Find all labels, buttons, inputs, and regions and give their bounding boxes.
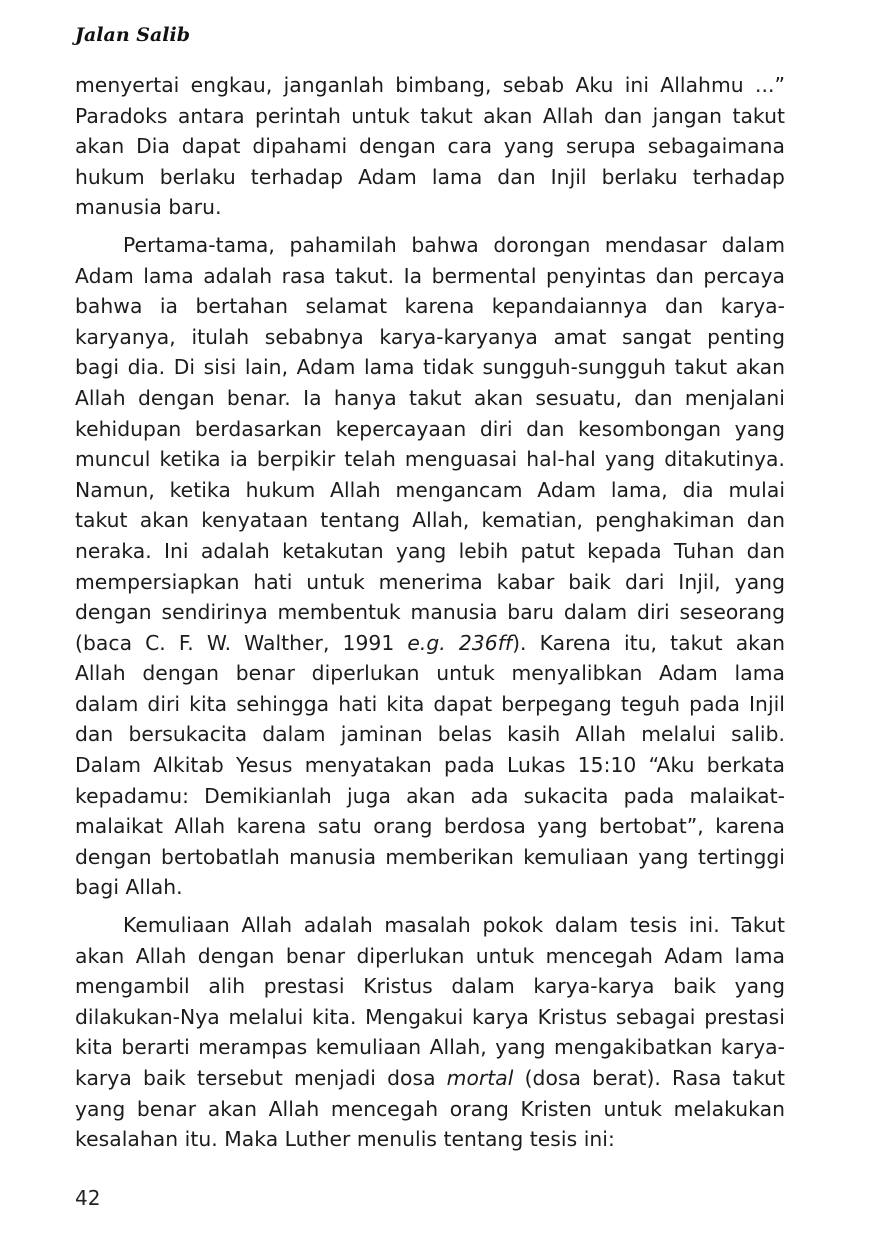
mortal-text-after: (dosa berat). Rasa takut [513, 1066, 785, 1090]
running-head-title: Jalan Salib [75, 24, 191, 46]
citation-line [75, 628, 785, 659]
text-line: bagi dia. Di sisi lain, Adam lama tidak sungguh-sungguh takut akan [75, 355, 785, 380]
mortal-line [75, 1063, 785, 1094]
text-line: muncul ketika ia berpikir telah menguasai hal-hal yang ditakutinya. [75, 447, 785, 472]
text-line: dan bersukacita dalam jaminan belas kasih Allah melalui salib. [75, 722, 785, 747]
text-line: dilakukan-Nya melalui kita. Mengakui karya Kristus sebagai prestasi [75, 1004, 785, 1029]
text-line: bahwa ia bertahan selamat karena kepandaiannya dan karya- [75, 294, 785, 319]
text-line: hukum berlaku terhadap Adam lama dan Injil berlaku terhadap [75, 164, 785, 189]
paragraph-1 [75, 70, 785, 223]
body-text [75, 70, 785, 1155]
text-line: Kemuliaan Allah adalah masalah pokok dalam tesis ini. Takut [123, 913, 785, 938]
text-line: mengambil alih prestasi Kristus dalam karya-karya baik yang [75, 974, 785, 999]
text-line: Allah dengan benar diperlukan untuk menyalibkan Adam lama [75, 661, 785, 686]
text-line: kehidupan berdasarkan kepercayaan diri dan kesombongan yang [75, 416, 785, 441]
text-line: akan Dia dapat dipahami dengan cara yang serupa sebagaimana [75, 134, 785, 159]
text-line: akan Allah dengan benar diperlukan untuk mencegah Adam lama [75, 943, 785, 968]
text-line: Dalam Alkitab Yesus menyatakan pada Lukas 15:10 “Aku berkata [75, 753, 785, 778]
text-line: Paradoks antara perintah untuk takut akan Allah dan jangan takut [75, 103, 785, 128]
page-number: 42 [75, 1186, 101, 1210]
text-line: dalam diri kita sehingga hati kita dapat berpegang teguh pada Injil [75, 691, 785, 716]
mortal-text-before: karya baik tersebut menjadi dosa [75, 1066, 447, 1090]
citation-text-after: ). Karena itu, takut akan [512, 630, 786, 655]
text-line: Adam lama adalah rasa takut. Ia bermental penyintas dan percaya [75, 263, 785, 288]
text-line: dengan bertobatlah manusia memberikan kemuliaan yang tertinggi [75, 844, 785, 869]
text-line: Allah dengan benar. Ia hanya takut akan sesuatu, dan menjalani [75, 385, 785, 410]
text-line: karyanya, itulah sebabnya karya-karyanya amat sangat penting [75, 324, 785, 349]
paragraph-2 [75, 230, 785, 903]
text-line: manusia baru. [75, 195, 222, 220]
text-line: kepadamu: Demikianlah juga akan ada sukacita pada malaikat- [75, 783, 785, 808]
text-line: malaikat Allah karena satu orang berdosa yang bertobat”, karena [75, 814, 785, 839]
text-line: kesalahan itu. Maka Luther menulis tentang tesis ini: [75, 1127, 615, 1152]
text-line: menyertai engkau, janganlah bimbang, sebab Aku ini Allahmu ...” [75, 73, 785, 97]
text-line: yang benar akan Allah mencegah orang Kristen untuk melakukan [75, 1096, 785, 1121]
text-line: kita berarti merampas kemuliaan Allah, yang mengakibatkan karya- [75, 1035, 785, 1060]
text-line: bagi Allah. [75, 875, 183, 900]
paragraph-3 [75, 910, 785, 1155]
citation-italic: e.g. 236ff [407, 630, 513, 655]
citation-text-before: (baca C. F. W. Walther, 1991 [75, 630, 408, 655]
text-line: Namun, ketika hukum Allah mengancam Adam lama, dia mulai [75, 477, 785, 502]
text-line: Pertama-tama, pahamilah bahwa dorongan mendasar dalam [123, 232, 785, 257]
text-line: mempersiapkan hati untuk menerima kabar baik dari Injil, yang [75, 569, 785, 594]
mortal-italic: mortal [446, 1066, 514, 1090]
text-line: neraka. Ini adalah ketakutan yang lebih patut kepada Tuhan dan [75, 538, 785, 563]
text-line: dengan sendirinya membentuk manusia baru dalam diri seseorang [75, 600, 785, 625]
text-line: takut akan kenyataan tentang Allah, kematian, penghakiman dan [75, 508, 785, 533]
